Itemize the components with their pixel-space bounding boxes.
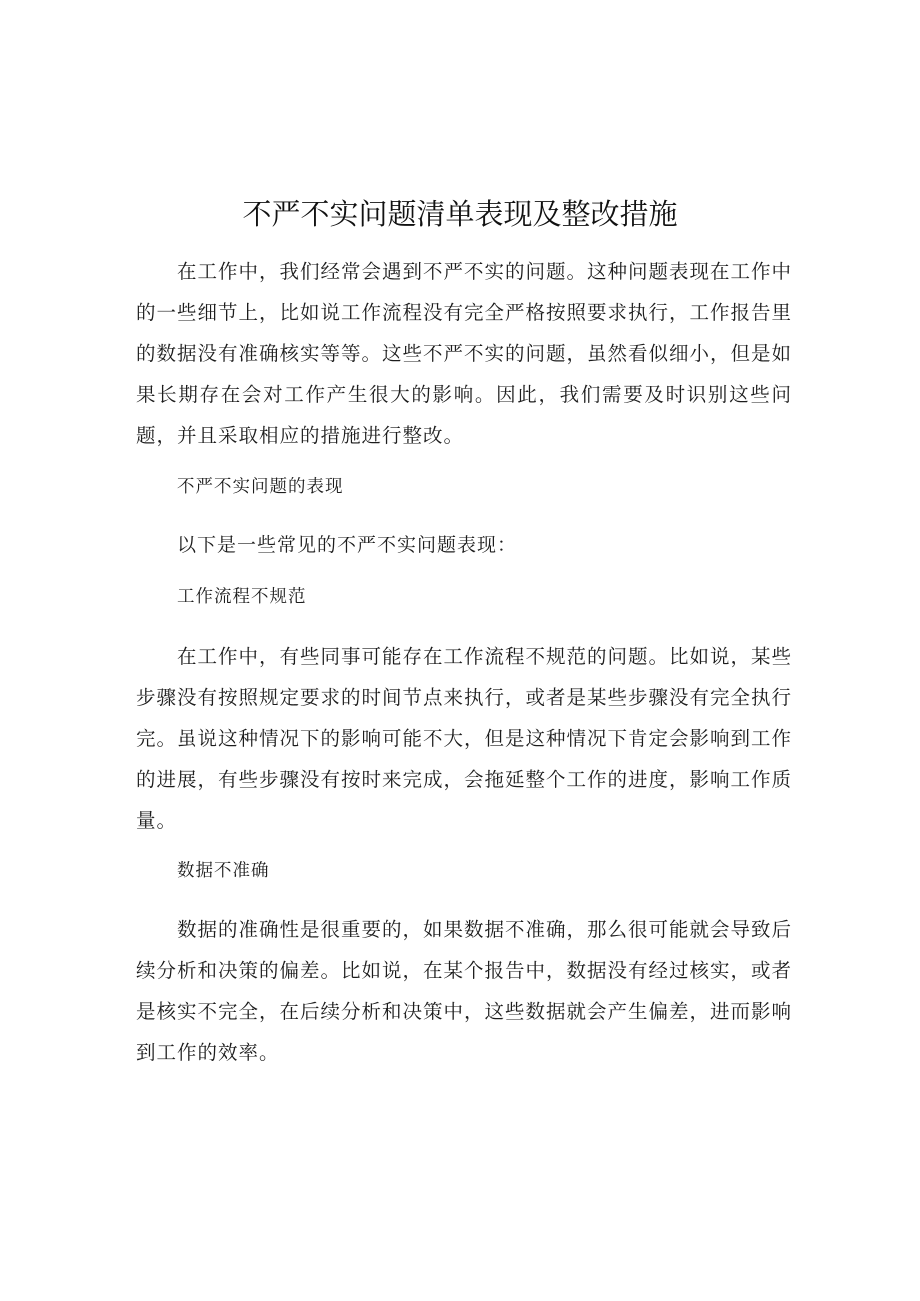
- subsection-heading-workflow: 工作流程不规范: [177, 587, 307, 607]
- data-paragraph: 数据的准确性是很重要的，如果数据不准确，那么很可能就会导致后续分析和决策的偏差。比如说，在某个报告中，数据没有经过核实，或者是核实不完全，在后续分析和决策中，这些数据就会产生偏差，进而影响到工作的效率。: [136, 918, 793, 1064]
- workflow-paragraph: 在工作中，有些同事可能存在工作流程不规范的问题。比如说，某些步骤没有按照规定要求的时间节点来执行，或者是某些步骤没有完全执行完。虽说这种情况下的影响可能不大，但是这种情况下肯定会影响到工作的进展，有些步骤没有按时来完成，会拖延整个工作的进度，影响工作质量。: [136, 645, 793, 832]
- intro-paragraph: 在工作中，我们经常会遇到不严不实的问题。这种问题表现在工作中的一些细节上，比如说工作流程没有完全严格按照要求执行，工作报告里的数据没有准确核实等等。这些不严不实的问题，虽然看似细小，但是如果长期存在会对工作产生很大的影响。因此，我们需要及时识别这些问题，并且采取相应的措施进行整改。: [136, 260, 793, 447]
- document-title: 不严不实问题清单表现及整改措施: [242, 197, 678, 231]
- section-intro-paragraph: 以下是一些常见的不严不实问题表现：: [177, 534, 518, 556]
- section-heading: 不严不实问题的表现: [177, 477, 344, 497]
- subsection-heading-data: 数据不准确: [177, 861, 270, 881]
